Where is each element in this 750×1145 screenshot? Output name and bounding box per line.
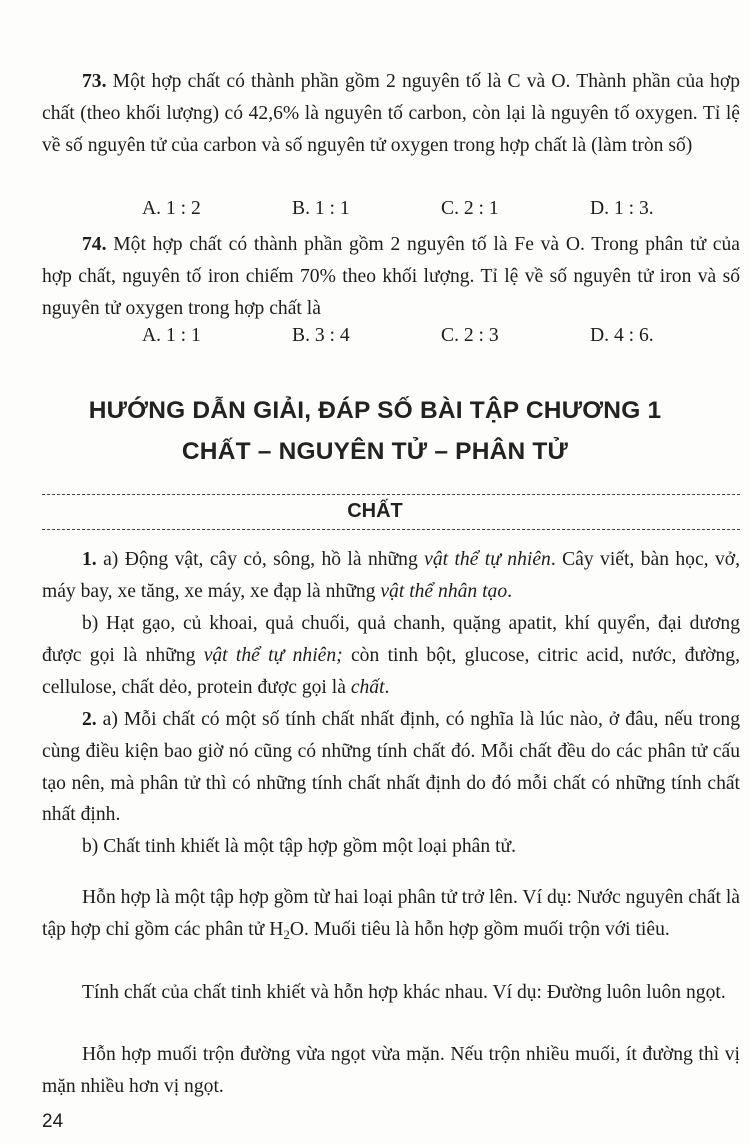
answer-text: . Cây viết, bàn học, vở, máy bay, xe tăng, xe máy, xe đạp là những — [42, 549, 740, 602]
emphasis-text: vật thể tự nhiên; — [203, 644, 343, 666]
chapter-heading-line-2: CHẤT – NGUYÊN TỬ – PHÂN TỬ — [181, 438, 569, 465]
answer-2-mixture — [42, 882, 740, 946]
answer-2-example: Hỗn hợp muối trộn đường vừa ngọt vừa mặn. Nếu trộn nhiều muối, ít đường thì vị mặn nhiều hơn vị ngọt. — [42, 1044, 740, 1097]
option-b: B. 1 : 1 — [292, 198, 350, 219]
answer-1-b — [42, 608, 740, 703]
subscript: 2 — [283, 926, 290, 942]
answer-2-a — [42, 704, 740, 831]
answer-text: a) Động vật, cây cỏ, sông, hồ là những — [103, 549, 418, 570]
chapter-heading-line-1: HƯỚNG DẪN GIẢI, ĐÁP SỐ BÀI TẬP CHƯƠNG 1 — [88, 397, 662, 424]
emphasis-text: vật thể nhân tạo — [380, 580, 508, 602]
option-a: A. 1 : 2 — [142, 198, 201, 219]
emphasis-text: chất — [350, 676, 385, 698]
question-74 — [42, 229, 740, 324]
question-73 — [42, 66, 740, 161]
option-c: C. 2 : 3 — [441, 325, 499, 346]
answer-text: . — [507, 580, 513, 602]
option-c: C. 2 : 1 — [441, 198, 499, 219]
answer-text: a) Mỗi chất có một số tính chất nhất định, có nghĩa là lúc nào, ở đâu, nếu trong cùng điều kiện bao giờ nó cũng có những tính chất đó. Mỗi chất đều do các phân tử cấu tạo nên, mà phân tử thì có những tính chất nhất định do đó mỗi chất có những tính chất nhất định. — [42, 709, 740, 826]
answer-text: Hỗn hợp là một tập hợp gồm từ hai loại phân tử trở lên. Ví dụ: Nước nguyên chất là tập hợp chỉ gồm các phân tử H — [42, 887, 740, 940]
answer-number: 1. — [82, 549, 97, 570]
question-number: 73. — [82, 71, 107, 92]
answer-number: 2. — [82, 709, 97, 730]
answer-text: b) Hạt gạo, củ khoai, quả chuối, quả chanh, quặng apatit, khí quyển, đại dương được gọi là những — [42, 613, 740, 666]
option-d: D. 4 : 6. — [590, 325, 654, 346]
section-divider-top — [42, 494, 740, 495]
answer-1-a — [42, 544, 740, 608]
section-divider-bottom — [42, 529, 740, 530]
option-a: A. 1 : 1 — [142, 325, 201, 346]
question-text: Một hợp chất có thành phần gồm 2 nguyên tố là Fe và O. Trong phân tử của hợp chất, nguyên tố iron chiếm 70% theo khối lượng. Tỉ lệ về số nguyên tử iron và số nguyên tử oxygen trong hợp chất là — [42, 234, 740, 319]
question-number: 74. — [82, 234, 107, 255]
question-text: Một hợp chất có thành phần gồm 2 nguyên tố là C và O. Thành phần của hợp chất (theo khối lượng) có 42,6% là nguyên tố carbon, còn lại là nguyên tố oxygen. Tỉ lệ về số nguyên tử của carbon và số nguyên tử oxygen trong hợp chất là (làm tròn số) — [42, 71, 740, 156]
emphasis-text: vật thể tự nhiên — [424, 549, 551, 570]
option-b: B. 3 : 4 — [292, 325, 350, 346]
page-number: 24 — [42, 1111, 64, 1132]
answer-text: còn tinh bột, glucose, citric acid, nước, đường, cellulose, chất dẻo, protein được gọi là — [42, 644, 740, 698]
answer-2-properties: Tính chất của chất tinh khiết và hỗn hợp khác nhau. Ví dụ: Đường luôn luôn ngọt. — [82, 982, 726, 1003]
section-title: CHẤT — [347, 500, 403, 522]
answer-text: O. Muối tiêu là hỗn hợp gồm muối trộn với tiêu. — [289, 918, 670, 940]
answer-2-b: b) Chất tinh khiết là một tập hợp gồm một loại phân tử. — [82, 836, 517, 857]
answer-text: . — [384, 676, 390, 698]
option-d: D. 1 : 3. — [590, 198, 654, 219]
